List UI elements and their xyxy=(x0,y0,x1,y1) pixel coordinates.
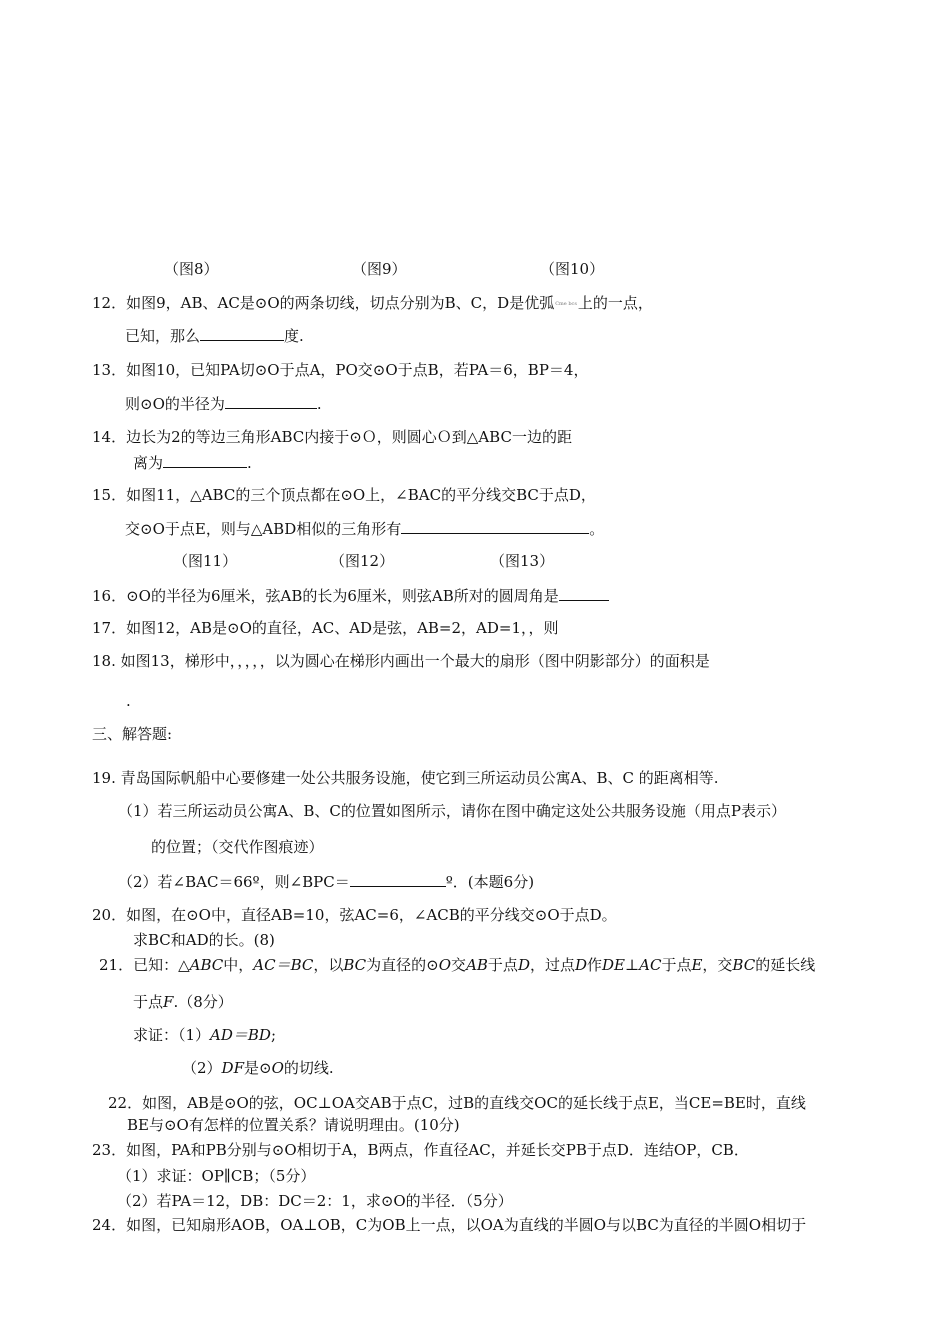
q15-line1: 15．如图11，△ABC的三个顶点都在⊙O上，∠BAC的平分线交BC于点D， xyxy=(92,486,596,504)
q19-line3: 的位置；（交代作图痕迹） xyxy=(151,838,324,856)
arc-symbol: Cme bcs xyxy=(555,300,577,307)
fig13-label: （图13） xyxy=(490,552,555,570)
q12-line2-text: 已知，那么 xyxy=(125,327,201,345)
q24-line1: 24．如图，已知扇形AOB，OA⊥OB，C为OB上一点，以OA为直线的半圆O与以BC为直径的半圆O相切于 xyxy=(92,1216,807,1234)
q14-line1: 14．边长为2的等边三角形ABC内接于⊙Ｏ，则圆心Ｏ到△ABC一边的距 xyxy=(92,428,572,446)
math-bc: BC xyxy=(343,956,367,974)
answer-blank xyxy=(225,393,317,409)
q18-line2: . xyxy=(126,692,131,710)
q21-text: ，交 xyxy=(702,956,733,974)
math-abc: ABC xyxy=(189,956,224,974)
q12-text: 12．如图9，AB、AC是⊙O的两条切线，切点分别为B、C，D是优弧 xyxy=(92,294,555,312)
q21-line3 xyxy=(133,1025,276,1045)
q20-line2: 求BC和AD的长。(8) xyxy=(133,931,275,949)
q15-line2 xyxy=(125,518,604,539)
q13-line2-text: 则⊙O的半径为 xyxy=(125,395,225,413)
answer-blank xyxy=(401,518,589,534)
q18-line1: 18. 如图13，梯形中，，，，，以为圆心在梯形内画出一个最大的扇形（图中阴影部分）的面积是 xyxy=(92,652,710,670)
math-f: F xyxy=(163,993,174,1011)
fig12-label: （图12） xyxy=(330,552,395,570)
fig9-label: （图9） xyxy=(352,260,407,278)
math-o: O xyxy=(438,956,452,974)
math-ad-bd: AD＝BD xyxy=(210,1026,271,1044)
q23-line2: （1）求证：OP∥CB；（5分） xyxy=(117,1167,316,1185)
q21-text: 是⊙ xyxy=(243,1059,272,1077)
q16-text: 16．⊙O的半径为6厘米，弦AB的长为6厘米，则弦AB所对的圆周角是 xyxy=(92,587,559,605)
q21-text: 中， xyxy=(223,956,254,974)
q12-line1 xyxy=(92,293,653,313)
math-d: D xyxy=(574,956,588,974)
q21-text: （2） xyxy=(182,1059,222,1077)
q16-line xyxy=(92,585,609,606)
q21-line2 xyxy=(133,992,233,1012)
answer-blank xyxy=(559,585,609,601)
q21-line4 xyxy=(182,1058,334,1078)
q12-text-end: 上的一点， xyxy=(577,294,653,312)
q17-line: 17．如图12，AB是⊙O的直径，AC、AD是弦，AB=2，AD=1，，则 xyxy=(92,619,559,637)
q14-line2 xyxy=(133,452,252,473)
math-ac-bc: AC＝BC xyxy=(253,956,314,974)
fig11-label: （图11） xyxy=(173,552,238,570)
q12-unit: 度. xyxy=(284,327,304,345)
q15-line2-text: 交⊙O于点E，则与△ABD相似的三角形有 xyxy=(125,520,402,538)
q22-line1: 22．如图，AB是⊙O的弦，OC⊥OA交AB于点C，过B的直线交OC的延长线于点E，当CE=BE时，直线 xyxy=(108,1094,806,1112)
q13-line2 xyxy=(125,393,322,414)
q21-text: 交 xyxy=(451,956,467,974)
q21-text: 的延长线 xyxy=(755,956,816,974)
q21-text: ，以 xyxy=(313,956,344,974)
fig8-label: （图8） xyxy=(164,260,219,278)
q21-text: 为直径的⊙ xyxy=(366,956,439,974)
math-df: DF xyxy=(221,1059,244,1077)
math-d: D xyxy=(517,956,530,974)
q19-line2: （1）若三所运动员公寓A、B、C的位置如图所示，请你在图中确定这处公共服务设施（用点P表示） xyxy=(118,802,786,820)
q21-text: 21．已知：△ xyxy=(99,956,190,974)
q13-end: . xyxy=(316,395,322,413)
q19-line4 xyxy=(118,871,534,892)
q21-text: 于点 xyxy=(133,993,164,1011)
q15-end: 。 xyxy=(589,520,605,538)
math-o: O xyxy=(271,1059,284,1077)
q21-text: 于点 xyxy=(487,956,518,974)
answer-blank xyxy=(350,871,446,887)
q19-points: º．(本题6分) xyxy=(445,873,535,891)
q23-line3: （2）若PA＝12，DB：DC＝2：1，求⊙O的半径．（5分） xyxy=(117,1192,513,1210)
q23-line1: 23．如图，PA和PB分别与⊙O相切于A，B两点，作直径AC，并延长交PB于点D．连结OP，CB． xyxy=(92,1141,749,1159)
section-heading: 三、解答题: xyxy=(92,725,173,743)
q19-line4-text: （2）若∠BAC＝66º，则∠BPC＝ xyxy=(118,873,350,891)
q21-text: 作 xyxy=(587,956,603,974)
q14-line2-text: 离为 xyxy=(133,454,164,472)
q21-points: .（8分） xyxy=(173,993,233,1011)
q13-line1: 13．如图10，已知PA切⊙O于点A，PO交⊙O于点B，若PA＝6，BP＝4， xyxy=(92,361,589,379)
q22-line2: BE与⊙O有怎样的位置关系？请说明理由。(10分) xyxy=(127,1116,460,1134)
q21-text: ，过点 xyxy=(529,956,575,974)
math-bc: BC xyxy=(732,956,756,974)
q21-text: 的切线. xyxy=(283,1059,334,1077)
q21-text: 求证：（1） xyxy=(133,1026,211,1044)
q19-line1: 19. 青岛国际帆船中心要修建一处公共服务设施，使它到三所运动员公寓A、B、C 的距离相等. xyxy=(92,769,719,787)
answer-blank xyxy=(200,325,284,341)
q12-line2 xyxy=(125,325,304,346)
q20-line1: 20．如图，在⊙O中，直径AB=10，弦AC=6，∠ACB的平分线交⊙O于点D。 xyxy=(92,906,617,924)
fig10-label: （图10） xyxy=(540,260,605,278)
q21-line1 xyxy=(99,955,815,975)
q21-text: ; xyxy=(270,1026,277,1044)
math-de-ac: DE⊥AC xyxy=(602,956,662,974)
q21-text: 于点 xyxy=(661,956,692,974)
math-ab: AB xyxy=(466,956,488,974)
answer-blank xyxy=(163,452,247,468)
q14-end: . xyxy=(247,454,252,472)
math-e: E xyxy=(691,956,703,974)
